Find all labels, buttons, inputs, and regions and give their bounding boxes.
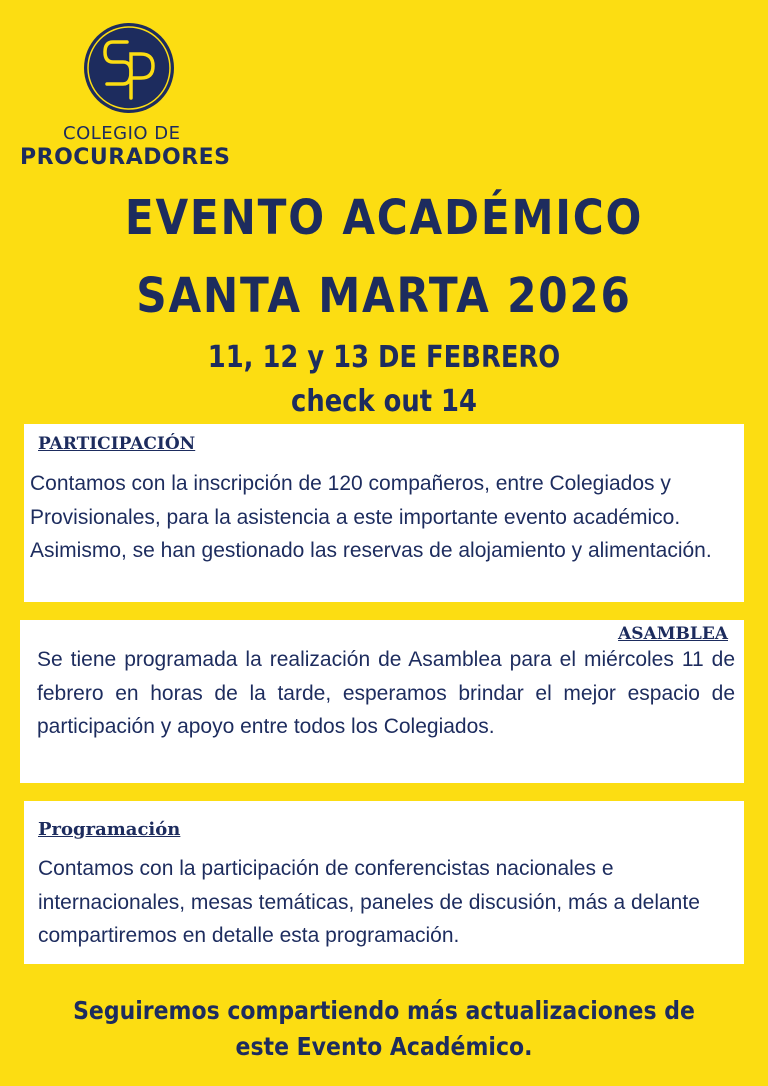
logo-text-colegio: COLEGIO DE: [63, 123, 181, 144]
participacion-heading: PARTICIPACIÓN: [38, 434, 196, 454]
programacion-section: [24, 801, 744, 964]
event-title-line1: EVENTO ACADÉMICO: [124, 190, 644, 246]
asamblea-section: [20, 620, 744, 783]
logo-text-procuradores: PROCURADORES: [20, 145, 231, 170]
footer-line2: este Evento Académico.: [235, 1032, 533, 1061]
programacion-heading: Programación: [38, 819, 181, 840]
colegio-logo-emblem: [83, 22, 175, 114]
asamblea-body: Se tiene programada la realización de Asamblea para el miércoles 11 de febrero en horas de la tarde, esperamos brindar el mejor espacio de participación y apoyo entre todos los Colegiados.: [37, 648, 735, 738]
footer-line1: Seguiremos compartiendo más actualizaciones de: [73, 996, 695, 1025]
event-checkout: check out 14: [291, 384, 477, 419]
participacion-body: Contamos con la inscripción de 120 compañeros, entre Colegiados y Provisionales, para la asistencia a este importante evento académico. Asimismo, se han gestionado las reservas de alojamiento y alimentación.: [30, 472, 712, 562]
programacion-body: Contamos con la participación de conferencistas nacionales e internacionales, mesas temáticas, paneles de discusión, más a delante compartiremos en detalle esta programación.: [38, 857, 700, 947]
event-dates: 11, 12 y 13 DE FEBRERO: [207, 340, 561, 375]
participacion-section: [24, 424, 744, 602]
asamblea-heading: ASAMBLEA: [618, 624, 728, 644]
event-title-line2: SANTA MARTA 2026: [136, 268, 632, 324]
